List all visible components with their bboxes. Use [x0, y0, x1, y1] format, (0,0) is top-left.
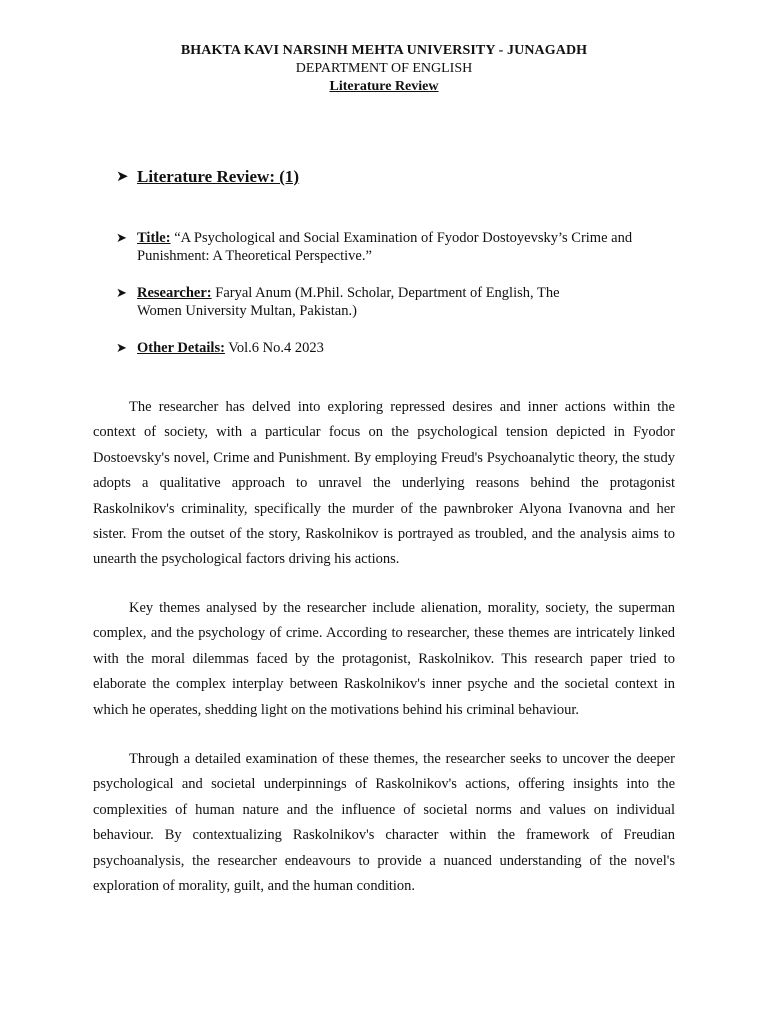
paragraph-2: Key themes analysed by the researcher include alienation, morality, society, the superman complex, and the psychology of crime. According to researcher, these themes are intricately linked with the moral dilemmas faced by the protagonist, Raskolnikov. This research paper tried to elaborate the complex interplay between Raskolnikov's inner psyche and the societal context in which he operates, shedding light on the motivations behind his criminal behaviour. — [93, 600, 675, 718]
title-entry — [137, 229, 677, 265]
arrowhead-bullet-icon: ➤ — [116, 340, 127, 355]
researcher-entry — [137, 284, 607, 320]
arrowhead-bullet-icon: ➤ — [116, 169, 129, 185]
arrowhead-bullet-icon: ➤ — [116, 230, 127, 245]
other-details-value: Vol.6 No.4 2023 — [224, 340, 324, 356]
review-heading-row — [116, 166, 299, 188]
researcher-row — [116, 284, 607, 320]
title-row — [116, 229, 677, 265]
researcher-label: Researcher: — [137, 285, 212, 301]
document-label: Literature Review — [329, 79, 439, 94]
title-value: “A Psychological and Social Examination of Fyodor Dostoyevsky’s Crime and Punishment: A Theoretical Perspective.” — [137, 230, 633, 264]
title-label: Title: — [137, 230, 171, 246]
other-details-entry — [137, 339, 677, 357]
university-name: BHAKTA KAVI NARSINH MEHTA UNIVERSITY - JUNAGADH — [180, 43, 588, 58]
arrowhead-bullet-icon: ➤ — [116, 285, 127, 300]
department-name: DEPARTMENT OF ENGLISH — [295, 61, 473, 76]
review-heading: Literature Review: (1) — [137, 167, 300, 186]
paragraph-3: Through a detailed examination of these themes, the researcher seeks to uncover the deeper psychological and societal underpinnings of Raskolnikov's actions, offering insights into the complexities of human nature and the influence of societal norms and values on individual behaviour. By contextualizing Raskolnikov's character within the framework of Freudian psychoanalysis, the researcher endeavours to provide a nuanced understanding of the novel's exploration of morality, guilt, and the human condition. — [93, 751, 675, 895]
other-details-row — [116, 339, 677, 357]
paragraph-1: The researcher has delved into exploring repressed desires and inner actions within the context of society, with a particular focus on the psychological tension depicted in Fyodor Dostoevsky's novel, Crime and Punishment. By employing Freud's Psychoanalytic theory, the study adopts a qualitative approach to unravel the underlying reasons behind the protagonist Raskolnikov's criminality, specifically the murder of the pawnbroker Alyona Ivanovna and her sister. From the outset of the story, Raskolnikov is portrayed as troubled, and the analysis aims to unearth the psychological factors driving his actions. — [93, 399, 675, 568]
researcher-value: Faryal Anum (M.Phil. Scholar, Department of English, The Women University Multan, Pakistan.) — [137, 285, 560, 319]
other-details-label: Other Details: — [137, 340, 225, 356]
document-header — [0, 42, 768, 96]
